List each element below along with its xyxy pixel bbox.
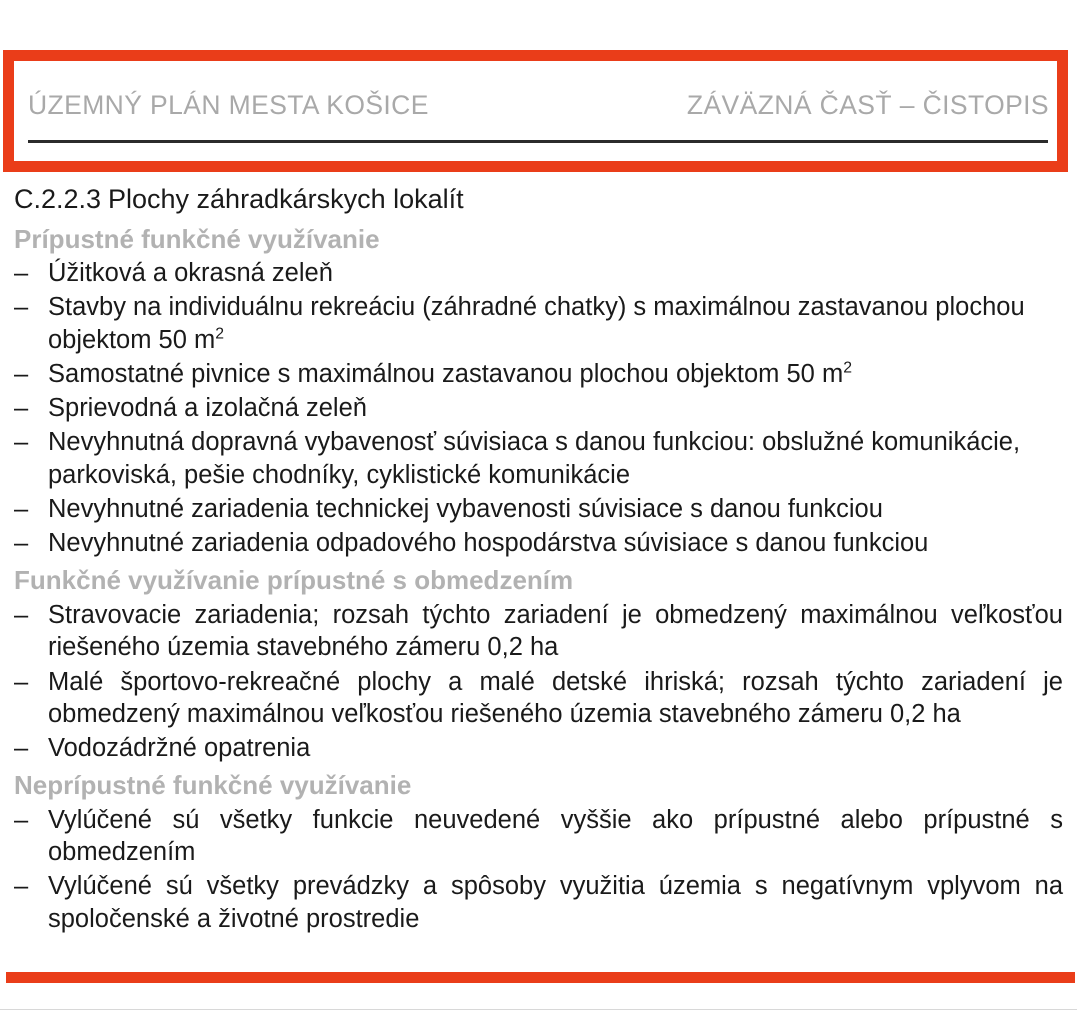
bullet-text: Stavby na individuálnu rekreáciu (záhradné chatky) s maximálnou zastavanou plochou objektom 50 m xyxy=(48,293,1025,354)
group-heading: Neprípustné funkčné využívanie xyxy=(14,770,412,801)
unit-superscript: 2 xyxy=(843,359,852,377)
bullet-dash-icon: – xyxy=(14,734,29,763)
page-header-row xyxy=(28,92,1049,119)
bullet-text: Stravovacie zariadenia; rozsah týchto zariadení je obmedzený maximálnou veľkosťou riešeného územia stavebného zámeru 0,2 ha xyxy=(48,601,1063,662)
bullet-dash-icon: – xyxy=(14,494,29,523)
bullet-dash-icon: – xyxy=(14,872,29,901)
bullet-item xyxy=(0,257,1077,289)
document-content xyxy=(0,182,1077,937)
bullet-dash-icon: – xyxy=(14,805,29,834)
bullet-dash-icon: – xyxy=(14,293,29,322)
bullet-item xyxy=(0,493,1077,525)
bullet-dash-icon: – xyxy=(14,428,29,457)
bullet-list xyxy=(0,257,1077,559)
bullet-list xyxy=(0,804,1077,935)
bullet-text: Úžitková a okrasná zeleň xyxy=(48,259,333,288)
bullet-text: Nevyhnutná dopravná vybavenosť súvisiaca s danou funkciou: obslužné komunikácie, parkoviská, pešie chodníky, cyklistické komunikácie xyxy=(48,428,1021,489)
header-right-title: ZÁVÄZNÁ ČASŤ – ČISTOPIS xyxy=(686,90,1049,120)
unit-superscript: 2 xyxy=(215,325,225,343)
bullet-dash-icon: – xyxy=(14,667,29,696)
bullet-item xyxy=(0,870,1077,935)
bullet-text: Vylúčené sú všetky prevádzky a spôsoby využitia územia s negatívnym vplyvom na spoločenské a životné prostredie xyxy=(48,872,1063,933)
bullet-item xyxy=(0,666,1077,731)
group-heading: Funkčné využívanie prípustné s obmedzením xyxy=(14,565,574,596)
bullet-dash-icon: – xyxy=(14,259,29,288)
section-title: Plochy záhradkárskych lokalít xyxy=(108,184,464,214)
bullet-dash-icon: – xyxy=(14,394,29,423)
bullet-item xyxy=(0,426,1077,491)
bullet-item xyxy=(0,392,1077,424)
bullet-text: Nevyhnutné zariadenia odpadového hospodárstva súvisiace s danou funkciou xyxy=(48,529,929,558)
bullet-item xyxy=(0,527,1077,559)
bullet-text: Sprievodná a izolačná zeleň xyxy=(48,394,367,423)
content-groups xyxy=(0,222,1077,935)
section-number: C.2.2.3 xyxy=(14,184,102,214)
bottom-accent-bar xyxy=(6,972,1075,983)
bullet-item xyxy=(0,599,1077,664)
bullet-item xyxy=(0,804,1077,869)
header-divider-rule xyxy=(28,140,1048,143)
bullet-item xyxy=(0,358,1077,390)
bullet-text: Vylúčené sú všetky funkcie neuvedené vyššie ako prípustné alebo prípustné s obmedzením xyxy=(48,805,1063,867)
footer-divider-rule xyxy=(0,1009,1077,1010)
bullet-text: Vodozádržné opatrenia xyxy=(48,734,311,763)
bullet-item xyxy=(0,291,1077,356)
bullet-dash-icon: – xyxy=(14,601,29,630)
page-header-inner xyxy=(14,61,1057,161)
bullet-dash-icon: – xyxy=(14,529,29,558)
header-left-title: ÚZEMNÝ PLÁN MESTA KOŠICE xyxy=(28,90,429,120)
bullet-text: Samostatné pivnice s maximálnou zastavanou plochou objektom 50 m xyxy=(48,359,844,388)
bullet-text: Malé športovo-rekreačné plochy a malé detské ihriská; rozsah týchto zariadení je obmedzený maximálnou veľkosťou riešeného územia stavebného zámeru 0,2 ha xyxy=(48,667,1063,728)
group-heading: Prípustné funkčné využívanie xyxy=(14,223,380,254)
bullet-text: Nevyhnutné zariadenia technickej vybavenosti súvisiace s danou funkciou xyxy=(48,494,883,523)
bullet-list xyxy=(0,599,1077,764)
page-header-box xyxy=(3,50,1068,172)
bullet-item xyxy=(0,732,1077,764)
bullet-dash-icon: – xyxy=(14,359,29,388)
section-heading xyxy=(0,182,1077,218)
